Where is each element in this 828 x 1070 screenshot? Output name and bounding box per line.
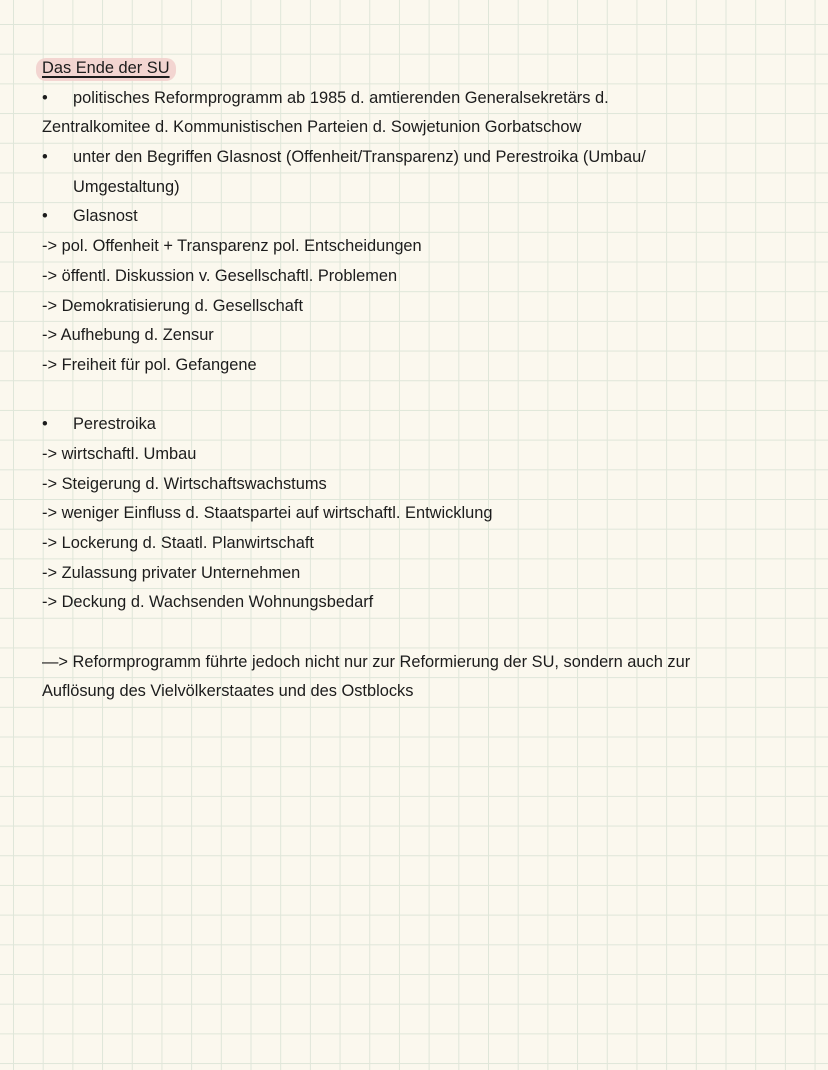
- arrow-line: -> Lockerung d. Staatl. Planwirtschaft: [42, 534, 314, 552]
- bullet-icon: •: [42, 207, 48, 226]
- arrow-line: -> Deckung d. Wachsenden Wohnungsbedarf: [42, 593, 374, 612]
- bullet-item: [42, 84, 802, 114]
- arrow-line: -> Zulassung privater Unternehmen: [42, 563, 301, 582]
- arrow-line: -> wirtschaftl. Umbau: [42, 444, 197, 463]
- bullet-icon: •: [42, 88, 48, 107]
- text: politisches Reformprogramm ab 1985 d. amtierenden Generalsekretärs d.: [73, 88, 609, 107]
- conclusion-line: Auflösung des Vielvölkerstaates und des Ostblocks: [42, 682, 414, 701]
- blank-line: [42, 618, 802, 648]
- text: unter den Begriffen Glasnost (Offenheit/Transparenz) und Perestroika (Umbau/: [73, 148, 646, 167]
- bullet-item: [42, 143, 802, 173]
- bullet-icon: •: [42, 148, 48, 167]
- note-document: [42, 54, 802, 707]
- text: Glasnost: [73, 207, 138, 226]
- text: Perestroika: [73, 415, 156, 434]
- arrow-line: -> Steigerung d. Wirtschaftswachstums: [42, 474, 327, 493]
- bullet-item-glasnost: [42, 202, 802, 232]
- text-line: Zentralkomitee d. Kommunistischen Parteien d. Sowjetunion Gorbatschow: [42, 118, 582, 137]
- arrow-line: -> Aufhebung d. Zensur: [42, 326, 214, 345]
- conclusion-line: —> Reformprogramm führte jedoch nicht nur zur Reformierung der SU, sondern auch zur: [42, 652, 691, 671]
- arrow-line: -> Demokratisierung d. Gesellschaft: [42, 296, 303, 315]
- arrow-line: -> pol. Offenheit + Transparenz pol. Entscheidungen: [42, 237, 422, 256]
- text-line: Umgestaltung): [73, 177, 180, 196]
- arrow-line: -> weniger Einfluss d. Staatspartei auf wirtschaftl. Entwicklung: [42, 504, 493, 523]
- blank-line: [42, 381, 802, 411]
- bullet-icon: •: [42, 415, 48, 434]
- note-title: Das Ende der SU: [42, 54, 170, 84]
- bullet-item-perestroika: [42, 410, 802, 440]
- title-line: [42, 54, 802, 84]
- arrow-line: -> Freiheit für pol. Gefangene: [42, 355, 257, 374]
- arrow-line: -> öffentl. Diskussion v. Gesellschaftl. Problemen: [42, 266, 398, 285]
